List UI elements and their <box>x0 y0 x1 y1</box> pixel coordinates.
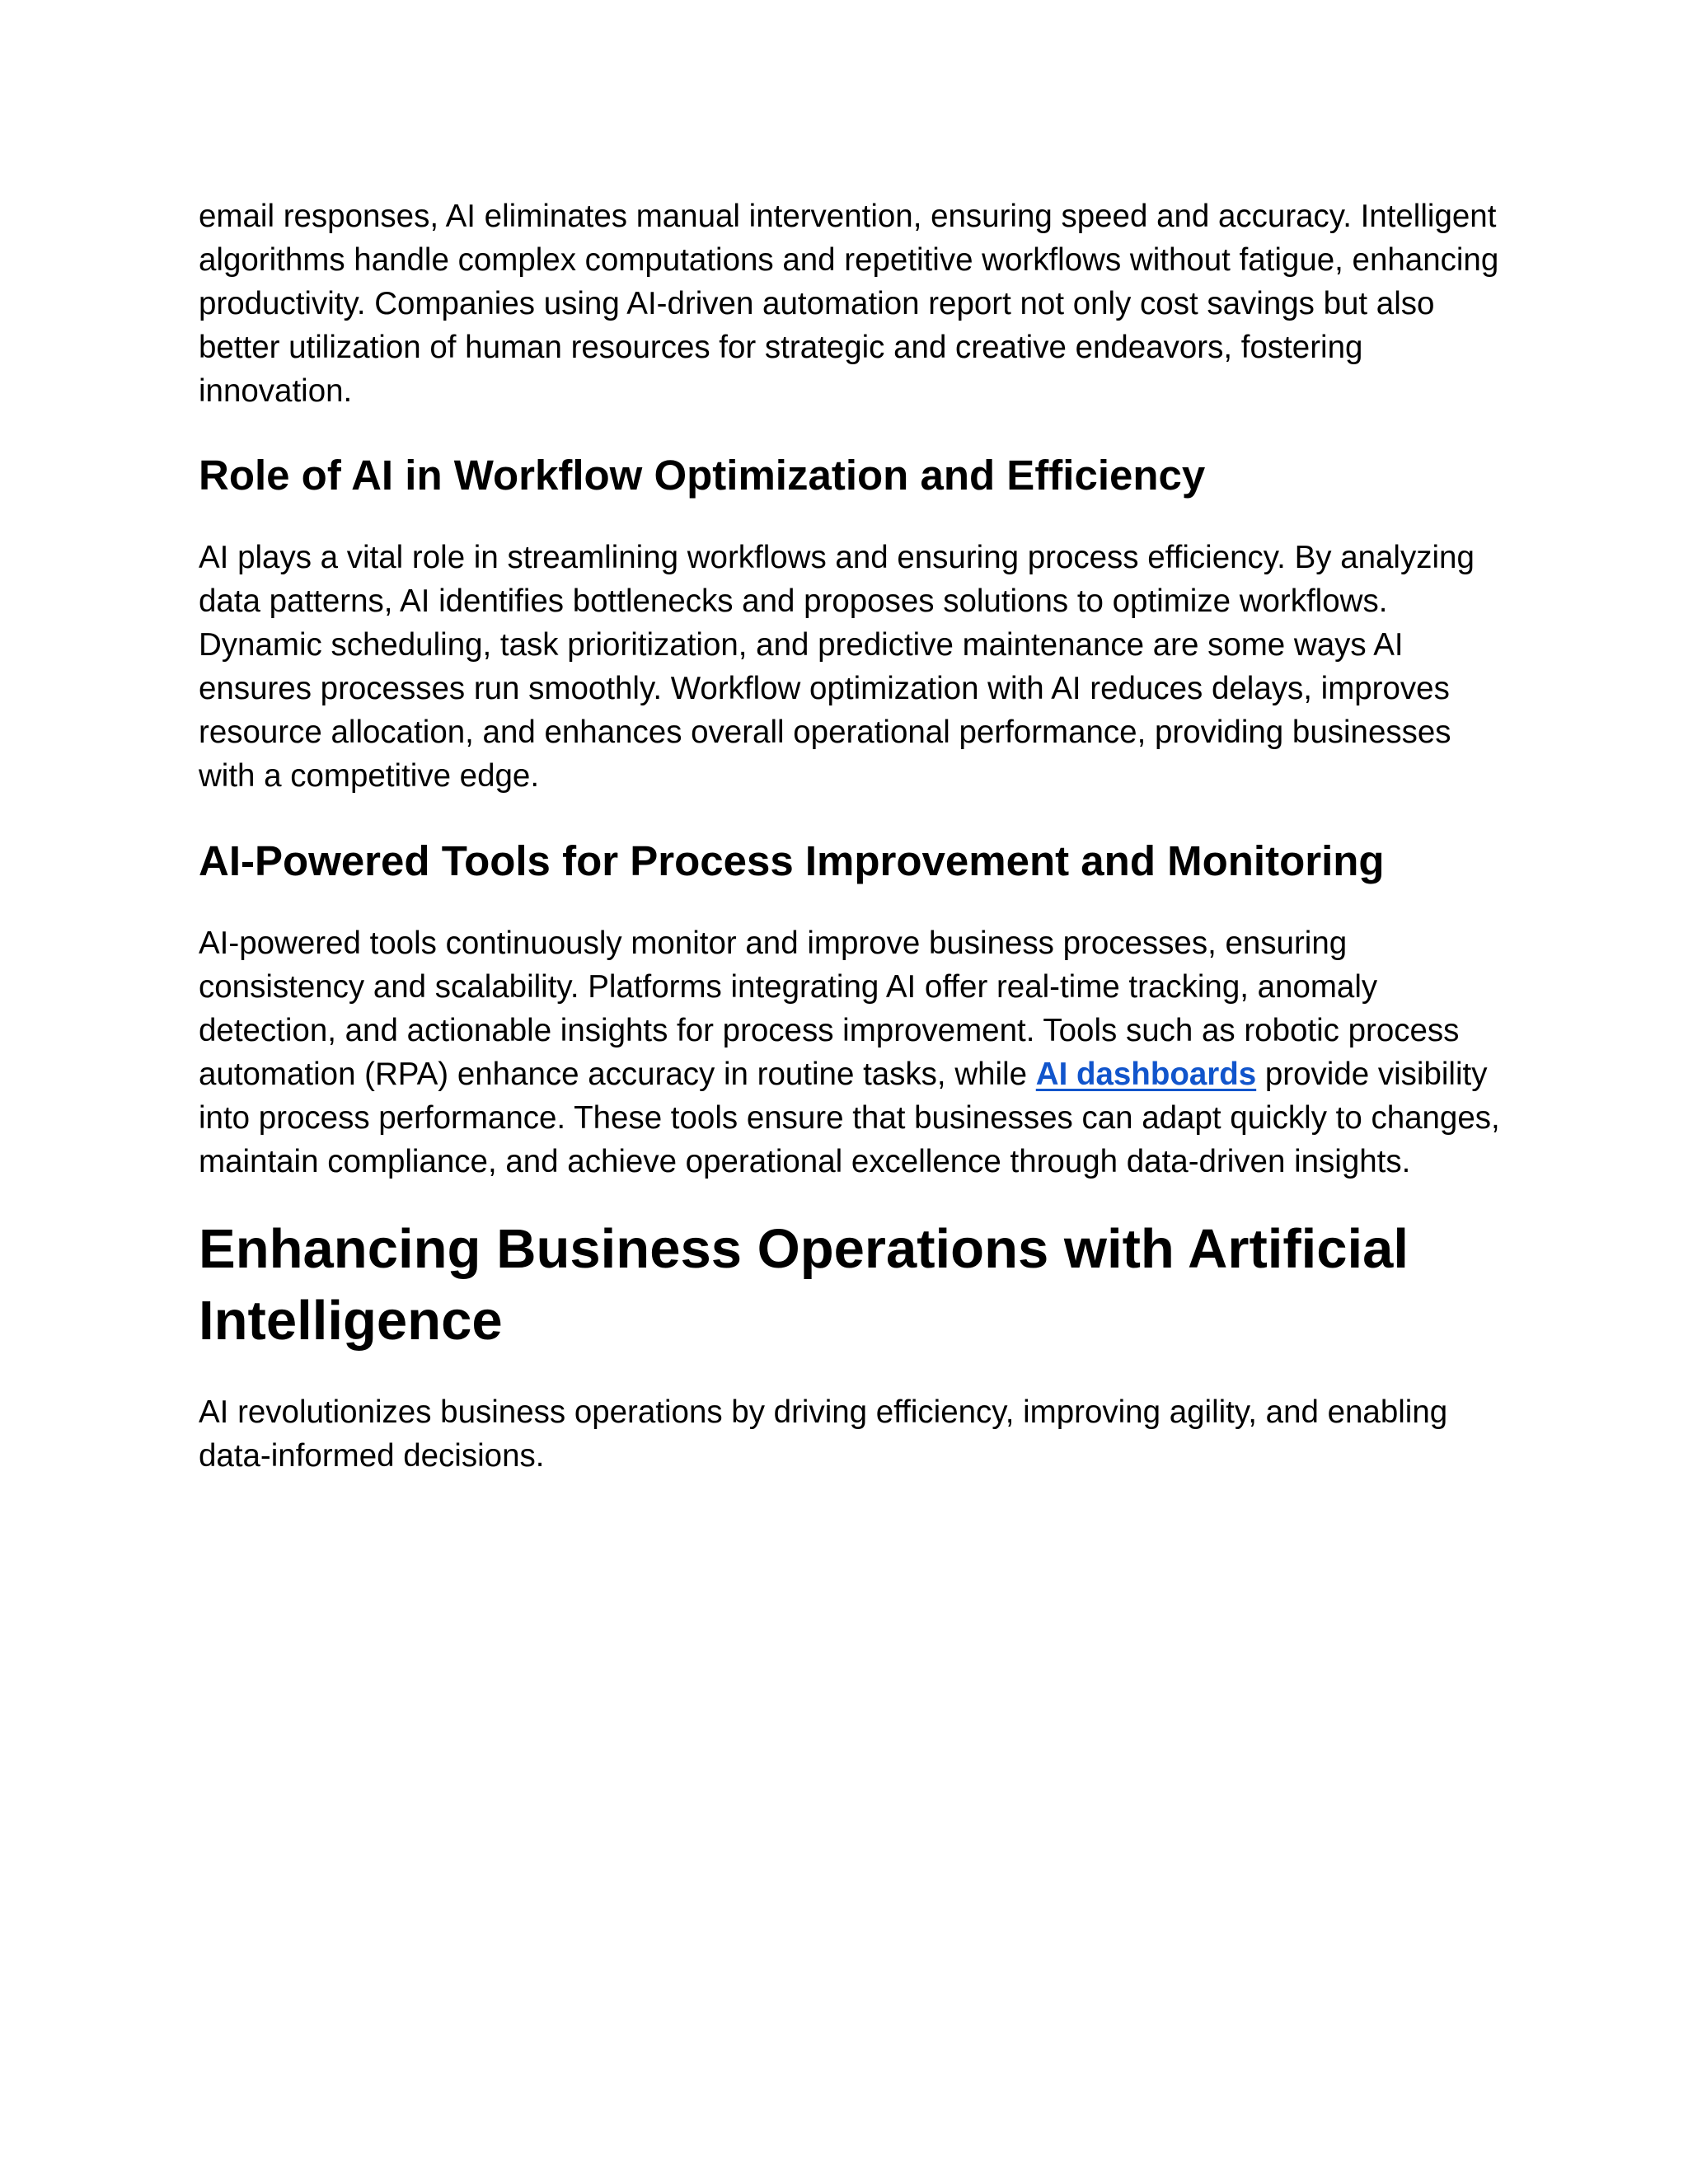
paragraph-workflow-optimization: AI plays a vital role in streamlining workflows and ensuring process efficiency. By analyzing data patterns, AI identifies bottlenecks and proposes solutions to optimize workflows. Dynamic scheduling, task prioritization, and predictive maintenance are some ways AI ensures processes run smoothly. Workflow optimization with AI reduces delays, improves resource allocation, and enhances overall operational performance, providing businesses with a competitive edge. <box>199 540 1475 794</box>
paragraph-ai-tools-text-after-link: provide visibility into process performance. These tools ensure that businesses can adapt quickly to changes, maintain compliance, and achieve operational excellence through data-driven insights. <box>199 1057 1500 1179</box>
document-page <box>199 194 1501 1478</box>
heading-workflow-optimization: Role of AI in Workflow Optimization and Efficiency <box>199 452 1206 499</box>
heading-enhancing-business-operations: Enhancing Business Operations with Artificial Intelligence <box>199 1218 1409 1352</box>
ai-dashboards-link[interactable]: AI dashboards <box>1035 1057 1257 1092</box>
heading-ai-powered-tools: AI-Powered Tools for Process Improvement and Monitoring <box>199 837 1385 884</box>
paragraph-enhancing-business-operations: AI revolutionizes business operations by driving efficiency, improving agility, and enabling data-informed decisions. <box>199 1394 1448 1474</box>
intro-paragraph: email responses, AI eliminates manual intervention, ensuring speed and accuracy. Intelligent algorithms handle complex computations and repetitive workflows without fatigue, enhancing productivity. Companies using AI-driven automation report not only cost savings but also better utilization of human resources for strategic and creative endeavors, fostering innovation. <box>199 199 1499 409</box>
paragraph-ai-powered-tools <box>199 921 1501 1183</box>
paragraph-ai-tools-text-before-link: AI-powered tools continuously monitor and improve business processes, ensuring consistency and scalability. Platforms integrating AI offer real-time tracking, anomaly detection, and actionable insights for process improvement. Tools such as robotic process automation (RPA) enhance accuracy in routine tasks, while <box>199 926 1460 1092</box>
